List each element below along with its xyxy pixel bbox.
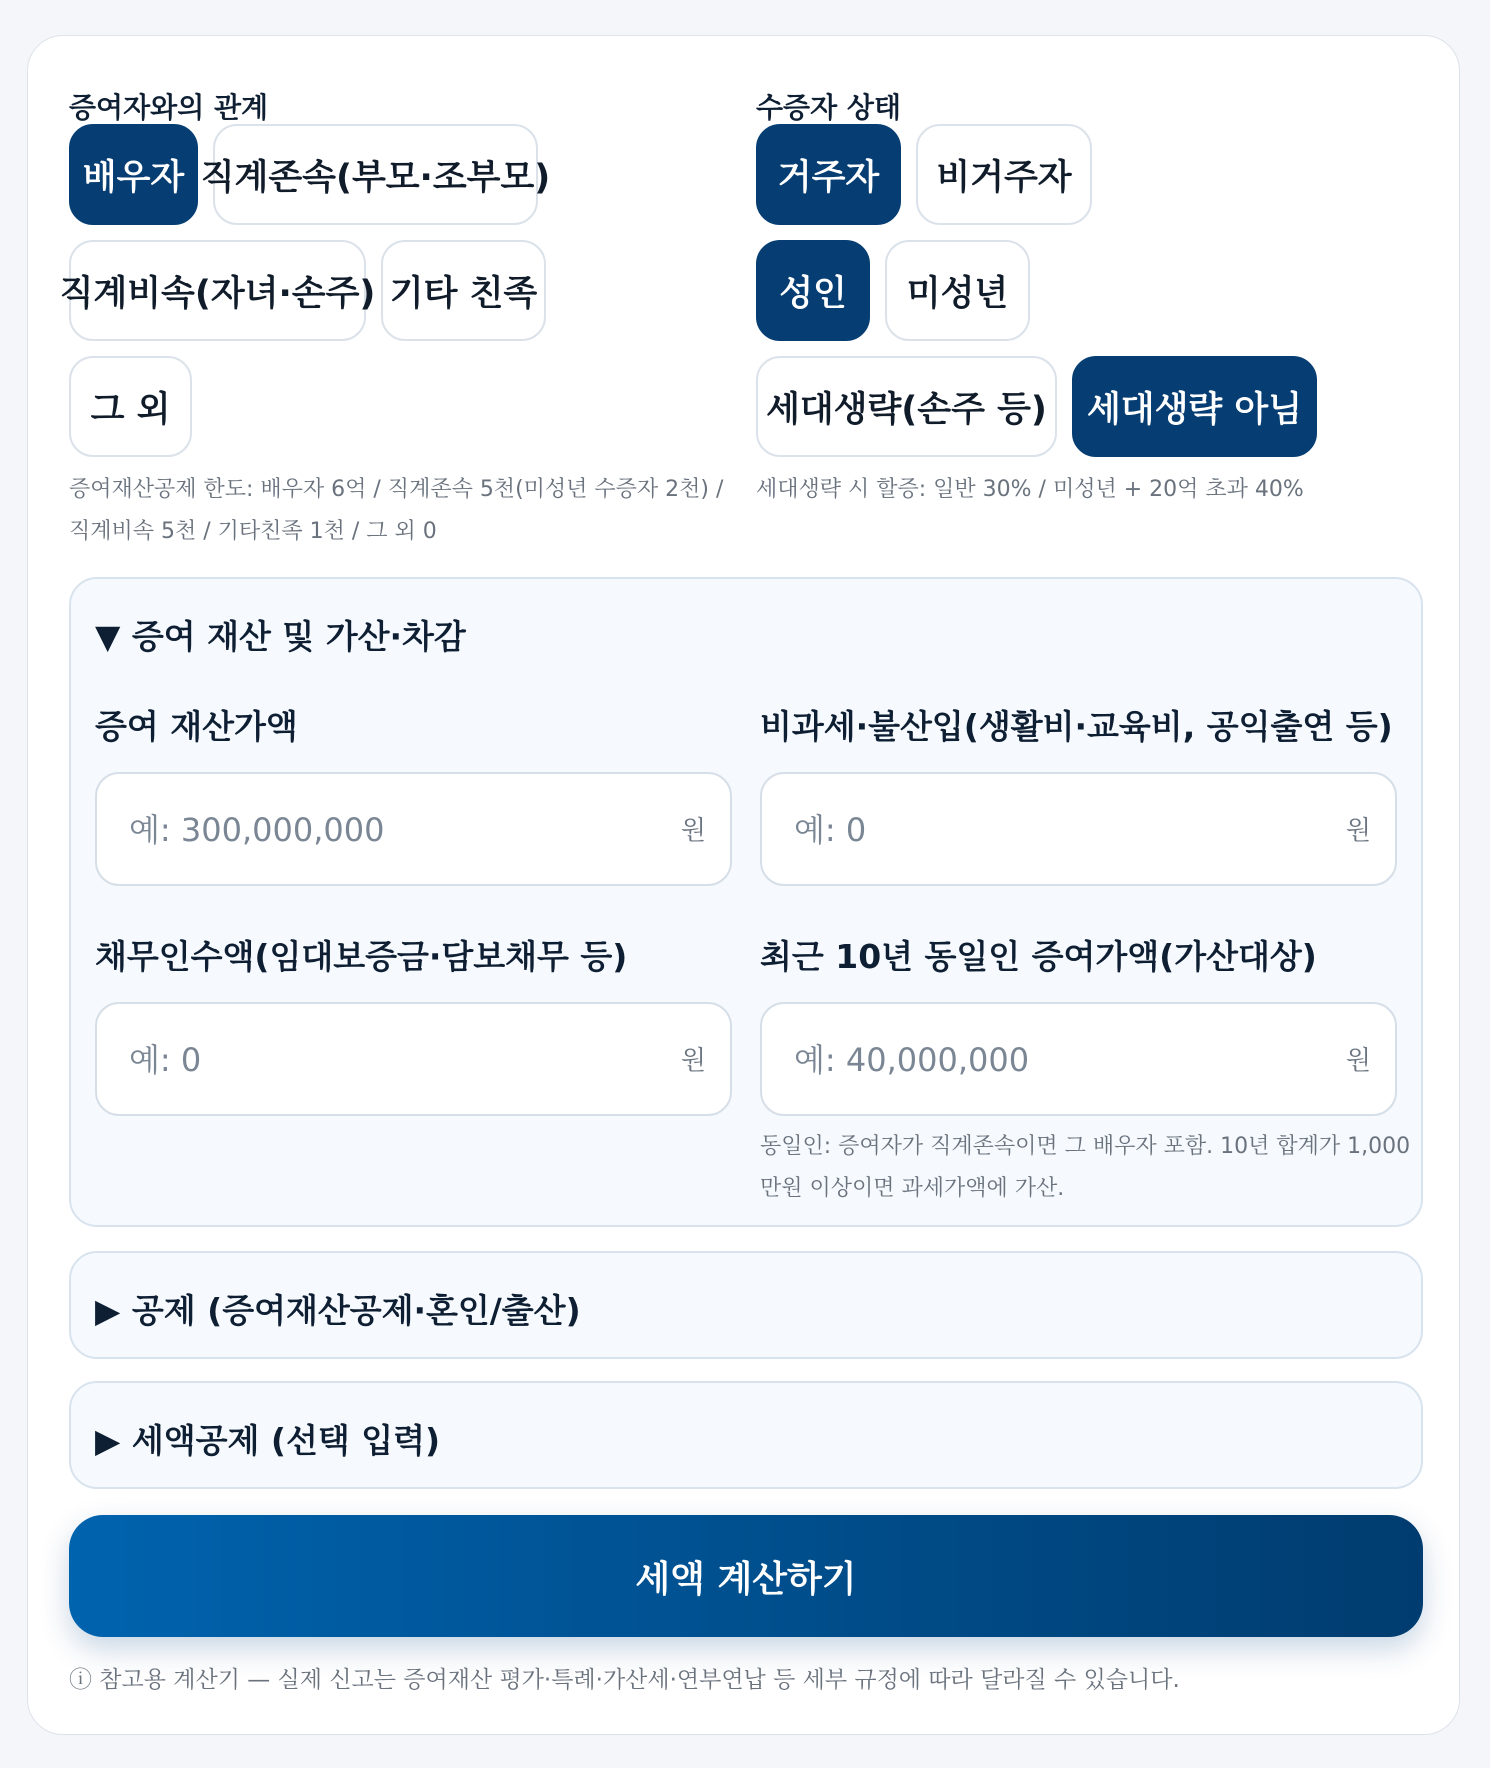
gift-value-input[interactable] (127, 774, 651, 886)
relationship-option-descendant[interactable]: 직계비속(자녀·손주) (69, 240, 366, 341)
recipient-option-adult[interactable]: 성인 (756, 240, 870, 341)
debt-field (95, 1002, 732, 1116)
prior-gifts-unit: 원 (1345, 1046, 1371, 1076)
calculator-card (27, 35, 1460, 1735)
relationship-option-spouse[interactable]: 배우자 (69, 124, 198, 225)
relationship-hint-line2: 직계비속 5천 / 기타친족 1천 / 그 외 0 (69, 519, 437, 544)
calculate-tax-button[interactable]: 세액 계산하기 (69, 1515, 1423, 1637)
non-taxable-unit: 원 (1345, 816, 1371, 846)
deduction-section-panel (69, 1251, 1423, 1359)
tax-credit-section-toggle[interactable]: ▶ 세액공제 (선택 입력) (95, 1421, 441, 1460)
generation-skip-option[interactable]: 세대생략(손주 등) (756, 356, 1057, 457)
debt-unit: 원 (680, 1046, 706, 1076)
generation-skip-hint: 세대생략 시 할증: 일반 30% / 미성년 + 20억 초과 40% (756, 477, 1304, 502)
non-taxable-label: 비과세·불산입(생활비·교육비, 공익출연 등) (760, 707, 1393, 746)
relationship-label: 증여자와의 관계 (69, 91, 269, 124)
non-taxable-input[interactable] (792, 774, 1316, 886)
recipient-option-nonresident[interactable]: 비거주자 (916, 124, 1092, 225)
property-section-panel (69, 577, 1423, 1227)
relationship-option-others[interactable]: 그 외 (69, 356, 192, 457)
recipient-option-minor[interactable]: 미성년 (885, 240, 1030, 341)
gift-value-field (95, 772, 732, 886)
debt-input[interactable] (127, 1004, 651, 1116)
prior-gifts-hint-line1: 동일인: 증여자가 직계존속이면 그 배우자 포함. 10년 합계가 1,000 (760, 1134, 1411, 1159)
prior-gifts-input[interactable] (792, 1004, 1316, 1116)
gift-value-unit: 원 (680, 816, 706, 846)
disclaimer-footnote: ⓘ 참고용 계산기 — 실제 신고는 증여재산 평가·특례·가산세·연부연납 등 세부 규정에 따라 달라질 수 있습니다. (69, 1667, 1180, 1693)
gift-value-label: 증여 재산가액 (95, 707, 298, 746)
generation-no-skip-option[interactable]: 세대생략 아님 (1072, 356, 1317, 457)
debt-label: 채무인수액(임대보증금·담보채무 등) (95, 937, 628, 976)
relationship-hint-line1: 증여재산공제 한도: 배우자 6억 / 직계존속 5천(미성년 수증자 2천) / (69, 477, 724, 502)
recipient-status-label: 수증자 상태 (756, 91, 901, 124)
property-section-toggle[interactable]: ▼ 증여 재산 및 가산·차감 (95, 617, 466, 656)
tax-credit-section-panel (69, 1381, 1423, 1489)
relationship-option-other-relative[interactable]: 기타 친족 (381, 240, 546, 341)
recipient-option-resident[interactable]: 거주자 (756, 124, 901, 225)
relationship-option-ascendant[interactable]: 직계존속(부모·조부모) (213, 124, 538, 225)
prior-gifts-hint-line2: 만원 이상이면 과세가액에 가산. (760, 1176, 1065, 1201)
deduction-section-toggle[interactable]: ▶ 공제 (증여재산공제·혼인/출산) (95, 1291, 581, 1330)
prior-gifts-field (760, 1002, 1397, 1116)
prior-gifts-label: 최근 10년 동일인 증여가액(가산대상) (760, 937, 1317, 976)
non-taxable-field (760, 772, 1397, 886)
